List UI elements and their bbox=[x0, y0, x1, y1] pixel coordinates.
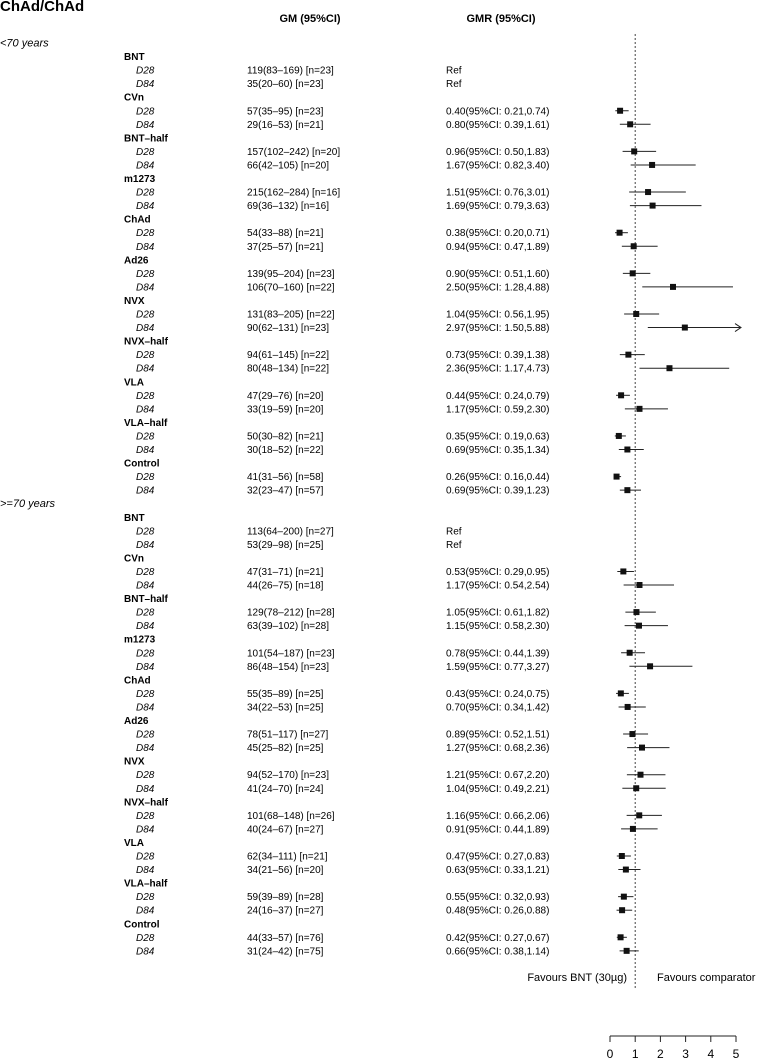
gmr-value: 0.63(95%CI: 0.33,1.21) bbox=[446, 865, 550, 877]
gmr-value: 1.04(95%CI: 0.56,1.95) bbox=[446, 309, 550, 321]
timepoint-label: D84 bbox=[136, 282, 155, 294]
vaccine-label: m1273 bbox=[124, 634, 156, 646]
vaccine-label: BNT–half bbox=[124, 594, 168, 606]
gm-value: 44(26–75) [n=18] bbox=[247, 580, 324, 592]
gm-value: 54(33–88) [n=21] bbox=[247, 228, 324, 240]
gmr-value: 1.67(95%CI: 0.82,3.40) bbox=[446, 160, 550, 172]
gm-value: 35(20–60) [n=23] bbox=[247, 79, 324, 91]
timepoint-label: D28 bbox=[136, 770, 155, 782]
point-estimate bbox=[616, 433, 622, 439]
gm-value: 41(31–56) [n=58] bbox=[247, 472, 324, 484]
gmr-value: 1.21(95%CI: 0.67,2.20) bbox=[446, 770, 550, 782]
vaccine-label: VLA–half bbox=[124, 417, 168, 429]
timepoint-label: D28 bbox=[136, 472, 155, 484]
gmr-value: 0.80(95%CI: 0.39,1.61) bbox=[446, 119, 550, 131]
gm-value: 119(83–169) [n=23] bbox=[247, 65, 334, 77]
point-estimate bbox=[636, 623, 642, 629]
gm-value: 45(25–82) [n=25] bbox=[247, 743, 324, 755]
gm-value: 47(31–71) [n=21] bbox=[247, 566, 324, 578]
point-estimate bbox=[631, 148, 637, 154]
timepoint-label: D84 bbox=[136, 824, 155, 836]
x-tick-label: 0 bbox=[606, 1047, 614, 1061]
gm-column-header: GM (95%CI) bbox=[279, 13, 341, 25]
vaccine-label: BNT bbox=[124, 52, 145, 64]
timepoint-label: D28 bbox=[136, 228, 155, 240]
point-estimate bbox=[614, 474, 620, 480]
gmr-value: Ref bbox=[446, 65, 462, 77]
point-estimate bbox=[627, 650, 633, 656]
point-estimate bbox=[630, 826, 636, 832]
point-estimate bbox=[624, 948, 630, 954]
timepoint-label: D84 bbox=[136, 201, 155, 213]
gm-value: 66(42–105) [n=20] bbox=[247, 160, 330, 172]
vaccine-label: NVX bbox=[124, 295, 145, 307]
point-estimate bbox=[630, 270, 636, 276]
timepoint-label: D84 bbox=[136, 661, 155, 673]
gmr-value: 0.90(95%CI: 0.51,1.60) bbox=[446, 268, 550, 280]
gm-value: 34(22–53) [n=25] bbox=[247, 702, 324, 714]
timepoint-label: D28 bbox=[136, 851, 155, 863]
gmr-value: 0.66(95%CI: 0.38,1.14) bbox=[446, 946, 550, 958]
point-estimate bbox=[621, 894, 627, 900]
gm-value: 41(24–70) [n=24] bbox=[247, 783, 324, 795]
gm-value: 131(83–205) [n=22] bbox=[247, 309, 335, 321]
timepoint-label: D28 bbox=[136, 688, 155, 700]
gm-value: 24(16–37) [n=27] bbox=[247, 905, 324, 917]
timepoint-label: D84 bbox=[136, 702, 155, 714]
timepoint-label: D84 bbox=[136, 905, 155, 917]
timepoint-label: D84 bbox=[136, 621, 155, 633]
timepoint-label: D28 bbox=[136, 309, 155, 321]
gmr-value: 0.96(95%CI: 0.50,1.83) bbox=[446, 146, 550, 158]
gmr-value: 0.35(95%CI: 0.19,0.63) bbox=[446, 431, 550, 443]
x-tick-label: 3 bbox=[682, 1047, 689, 1061]
timepoint-label: D84 bbox=[136, 539, 155, 551]
vaccine-label: m1273 bbox=[124, 174, 156, 185]
timepoint-label: D28 bbox=[136, 810, 155, 822]
gmr-value: 1.27(95%CI: 0.68,2.36) bbox=[446, 743, 550, 755]
point-estimate bbox=[636, 406, 642, 412]
point-estimate bbox=[639, 745, 645, 751]
gm-value: 55(35–89) [n=25] bbox=[247, 688, 324, 700]
vaccine-label: Ad26 bbox=[124, 716, 149, 727]
gmr-value: 0.26(95%CI: 0.16,0.44) bbox=[446, 472, 550, 484]
gmr-value: 0.69(95%CI: 0.35,1.34) bbox=[446, 445, 550, 456]
gmr-value: Ref bbox=[446, 526, 462, 538]
gmr-value: 0.47(95%CI: 0.27,0.83) bbox=[446, 851, 550, 863]
timepoint-label: D84 bbox=[136, 580, 155, 592]
gmr-value: 0.70(95%CI: 0.34,1.42) bbox=[446, 702, 550, 714]
point-estimate bbox=[619, 853, 625, 859]
timepoint-label: D28 bbox=[136, 729, 155, 741]
point-estimate bbox=[666, 365, 672, 371]
gmr-value: 0.48(95%CI: 0.26,0.88) bbox=[446, 905, 550, 917]
point-estimate bbox=[637, 772, 643, 778]
gm-value: 37(25–57) [n=21] bbox=[247, 241, 324, 253]
point-estimate bbox=[633, 785, 639, 791]
timepoint-label: D84 bbox=[136, 743, 155, 755]
gm-value: 47(29–76) [n=20] bbox=[247, 390, 324, 402]
point-estimate bbox=[631, 243, 637, 249]
timepoint-label: D84 bbox=[136, 79, 155, 91]
gmr-value: 1.69(95%CI: 0.79,3.63) bbox=[446, 201, 550, 213]
x-tick-label: 1 bbox=[631, 1047, 639, 1061]
x-axis bbox=[607, 1036, 740, 1061]
timepoint-label: D28 bbox=[136, 146, 155, 158]
timepoint-label: D84 bbox=[136, 485, 155, 497]
x-tick-label: 5 bbox=[732, 1047, 740, 1061]
gmr-value: 0.53(95%CI: 0.29,0.95) bbox=[446, 566, 550, 578]
gm-value: 129(78–212) [n=28] bbox=[247, 607, 335, 619]
point-estimate bbox=[682, 325, 688, 331]
timepoint-label: D84 bbox=[136, 119, 155, 131]
gm-value: 90(62–131) [n=23] bbox=[247, 323, 330, 335]
timepoint-label: D84 bbox=[136, 404, 155, 416]
gmr-value: 0.38(95%CI: 0.20,0.71) bbox=[446, 228, 550, 240]
point-estimate bbox=[627, 121, 633, 127]
timepoint-label: D28 bbox=[136, 65, 155, 77]
gm-value: 59(39–89) [n=28] bbox=[247, 892, 324, 904]
point-estimate bbox=[636, 812, 642, 818]
gm-value: 80(48–134) [n=22] bbox=[247, 363, 330, 375]
point-estimate bbox=[624, 447, 630, 453]
gmr-column-header: GMR (95%CI) bbox=[466, 13, 536, 25]
vaccine-label: ChAd bbox=[124, 675, 151, 687]
gmr-value: 0.73(95%CI: 0.39,1.38) bbox=[446, 350, 550, 362]
gm-value: 32(23–47) [n=57] bbox=[247, 485, 324, 497]
point-estimate bbox=[619, 907, 625, 913]
timepoint-label: D28 bbox=[136, 566, 155, 578]
gmr-value: 2.36(95%CI: 1.17,4.73) bbox=[446, 363, 550, 375]
gmr-value: 1.59(95%CI: 0.77,3.27) bbox=[446, 661, 550, 673]
gmr-value: 0.89(95%CI: 0.52,1.51) bbox=[446, 729, 550, 741]
gm-value: 94(61–145) [n=22] bbox=[247, 350, 330, 362]
favours-left-label: Favours BNT (30µg) bbox=[527, 972, 627, 984]
point-estimate bbox=[670, 284, 676, 290]
forest-rows bbox=[0, 38, 741, 958]
gm-value: 106(70–160) [n=22] bbox=[247, 282, 335, 294]
vaccine-label: ChAd bbox=[124, 214, 151, 226]
vaccine-label: Control bbox=[124, 458, 160, 470]
point-estimate bbox=[647, 663, 653, 669]
vaccine-label: BNT–half bbox=[124, 133, 168, 145]
gm-value: 215(162–284) [n=16] bbox=[247, 187, 341, 199]
point-estimate bbox=[625, 704, 631, 710]
vaccine-label: CVn bbox=[124, 553, 144, 565]
point-estimate bbox=[649, 162, 655, 168]
timepoint-label: D84 bbox=[136, 323, 155, 335]
gmr-value: 0.44(95%CI: 0.24,0.79) bbox=[446, 390, 550, 402]
gm-value: 34(21–56) [n=20] bbox=[247, 865, 324, 877]
point-estimate bbox=[636, 582, 642, 588]
timepoint-label: D28 bbox=[136, 932, 155, 944]
timepoint-label: D28 bbox=[136, 526, 155, 538]
vaccine-label: Control bbox=[124, 919, 160, 931]
gm-value: 139(95–204) [n=23] bbox=[247, 268, 335, 280]
point-estimate bbox=[617, 108, 623, 114]
timepoint-label: D28 bbox=[136, 187, 155, 199]
gmr-value: 0.55(95%CI: 0.32,0.93) bbox=[446, 892, 550, 904]
point-estimate bbox=[625, 352, 631, 358]
timepoint-label: D84 bbox=[136, 946, 155, 958]
point-estimate bbox=[624, 487, 630, 493]
gm-value: 30(18–52) [n=22] bbox=[247, 445, 324, 456]
x-tick-label: 2 bbox=[657, 1047, 664, 1061]
gm-value: 44(33–57) [n=76] bbox=[247, 932, 324, 944]
vaccine-label: CVn bbox=[124, 92, 144, 104]
vaccine-label: VLA bbox=[124, 837, 144, 849]
gmr-value: 1.16(95%CI: 0.66,2.06) bbox=[446, 810, 550, 822]
vaccine-label: NVX–half bbox=[124, 336, 168, 348]
point-estimate bbox=[618, 934, 624, 940]
gmr-value: 1.17(95%CI: 0.59,2.30) bbox=[446, 404, 550, 416]
age-group-label: <70 years bbox=[0, 37, 49, 50]
timepoint-label: D28 bbox=[136, 607, 155, 619]
gm-value: 157(102–242) [n=20] bbox=[247, 146, 341, 158]
gmr-value: 0.43(95%CI: 0.24,0.75) bbox=[446, 688, 550, 700]
vaccine-label: VLA bbox=[124, 377, 144, 389]
favours-right-label: Favours comparator bbox=[657, 972, 756, 984]
timepoint-label: D84 bbox=[136, 241, 155, 253]
gmr-value: 0.40(95%CI: 0.21,0.74) bbox=[446, 106, 550, 118]
point-estimate bbox=[618, 690, 624, 696]
gm-value: 101(68–148) [n=26] bbox=[247, 810, 335, 822]
gm-value: 69(36–132) [n=16] bbox=[247, 201, 330, 213]
age-group-label: >=70 years bbox=[0, 498, 56, 511]
gmr-value: 1.51(95%CI: 0.76,3.01) bbox=[446, 187, 550, 199]
gmr-value: 0.42(95%CI: 0.27,0.67) bbox=[446, 932, 550, 944]
gm-value: 29(16–53) [n=21] bbox=[247, 119, 324, 131]
timepoint-label: D28 bbox=[136, 431, 155, 443]
gm-value: 113(64–200) [n=27] bbox=[247, 526, 334, 538]
timepoint-label: D28 bbox=[136, 106, 155, 118]
point-estimate bbox=[623, 867, 629, 873]
gm-value: 53(29–98) [n=25] bbox=[247, 539, 324, 551]
chart-title: ChAd/ChAd bbox=[0, 0, 85, 15]
gmr-value: 0.69(95%CI: 0.39,1.23) bbox=[446, 485, 550, 497]
timepoint-label: D28 bbox=[136, 648, 155, 660]
x-tick-label: 4 bbox=[707, 1047, 715, 1061]
timepoint-label: D28 bbox=[136, 350, 155, 362]
vaccine-label: NVX–half bbox=[124, 797, 168, 809]
gmr-value: 0.94(95%CI: 0.47,1.89) bbox=[446, 241, 550, 253]
gmr-value: Ref bbox=[446, 79, 462, 91]
gmr-value: 0.91(95%CI: 0.44,1.89) bbox=[446, 824, 550, 836]
gmr-value: 1.17(95%CI: 0.54,2.54) bbox=[446, 580, 550, 592]
gm-value: 86(48–154) [n=23] bbox=[247, 661, 330, 673]
vaccine-label: NVX bbox=[124, 756, 145, 768]
gmr-value: 2.97(95%CI: 1.50,5.88) bbox=[446, 323, 550, 335]
timepoint-label: D84 bbox=[136, 865, 155, 877]
point-estimate bbox=[633, 311, 639, 317]
point-estimate bbox=[645, 189, 651, 195]
gm-value: 57(35–95) [n=23] bbox=[247, 106, 324, 118]
point-estimate bbox=[650, 203, 656, 209]
timepoint-label: D28 bbox=[136, 390, 155, 402]
gm-value: 78(51–117) [n=27] bbox=[247, 729, 329, 741]
point-estimate bbox=[617, 230, 623, 236]
gmr-value: 1.05(95%CI: 0.61,1.82) bbox=[446, 607, 550, 619]
gm-value: 50(30–82) [n=21] bbox=[247, 431, 324, 443]
gm-value: 40(24–67) [n=27] bbox=[247, 824, 324, 836]
gm-value: 33(19–59) [n=20] bbox=[247, 404, 324, 416]
vaccine-label: BNT bbox=[124, 512, 145, 524]
gmr-value: 2.50(95%CI: 1.28,4.88) bbox=[446, 282, 550, 294]
gm-value: 62(34–111) [n=21] bbox=[247, 851, 328, 863]
gm-value: 94(52–170) [n=23] bbox=[247, 770, 330, 782]
gmr-value: Ref bbox=[446, 539, 462, 551]
gm-value: 101(54–187) [n=23] bbox=[247, 648, 335, 660]
vaccine-label: VLA–half bbox=[124, 878, 168, 890]
timepoint-label: D28 bbox=[136, 892, 155, 904]
timepoint-label: D28 bbox=[136, 268, 155, 280]
timepoint-label: D84 bbox=[136, 363, 155, 375]
timepoint-label: D84 bbox=[136, 160, 155, 172]
timepoint-label: D84 bbox=[136, 445, 155, 456]
gm-value: 63(39–102) [n=28] bbox=[247, 621, 330, 633]
gm-value: 31(24–42) [n=75] bbox=[247, 946, 324, 958]
point-estimate bbox=[629, 731, 635, 737]
gmr-value: 0.78(95%CI: 0.44,1.39) bbox=[446, 648, 550, 660]
point-estimate bbox=[620, 568, 626, 574]
point-estimate bbox=[633, 609, 639, 615]
point-estimate bbox=[618, 392, 624, 398]
gmr-value: 1.04(95%CI: 0.49,2.21) bbox=[446, 783, 550, 795]
gmr-value: 1.15(95%CI: 0.58,2.30) bbox=[446, 621, 550, 633]
vaccine-label: Ad26 bbox=[124, 255, 149, 267]
timepoint-label: D84 bbox=[136, 783, 155, 795]
